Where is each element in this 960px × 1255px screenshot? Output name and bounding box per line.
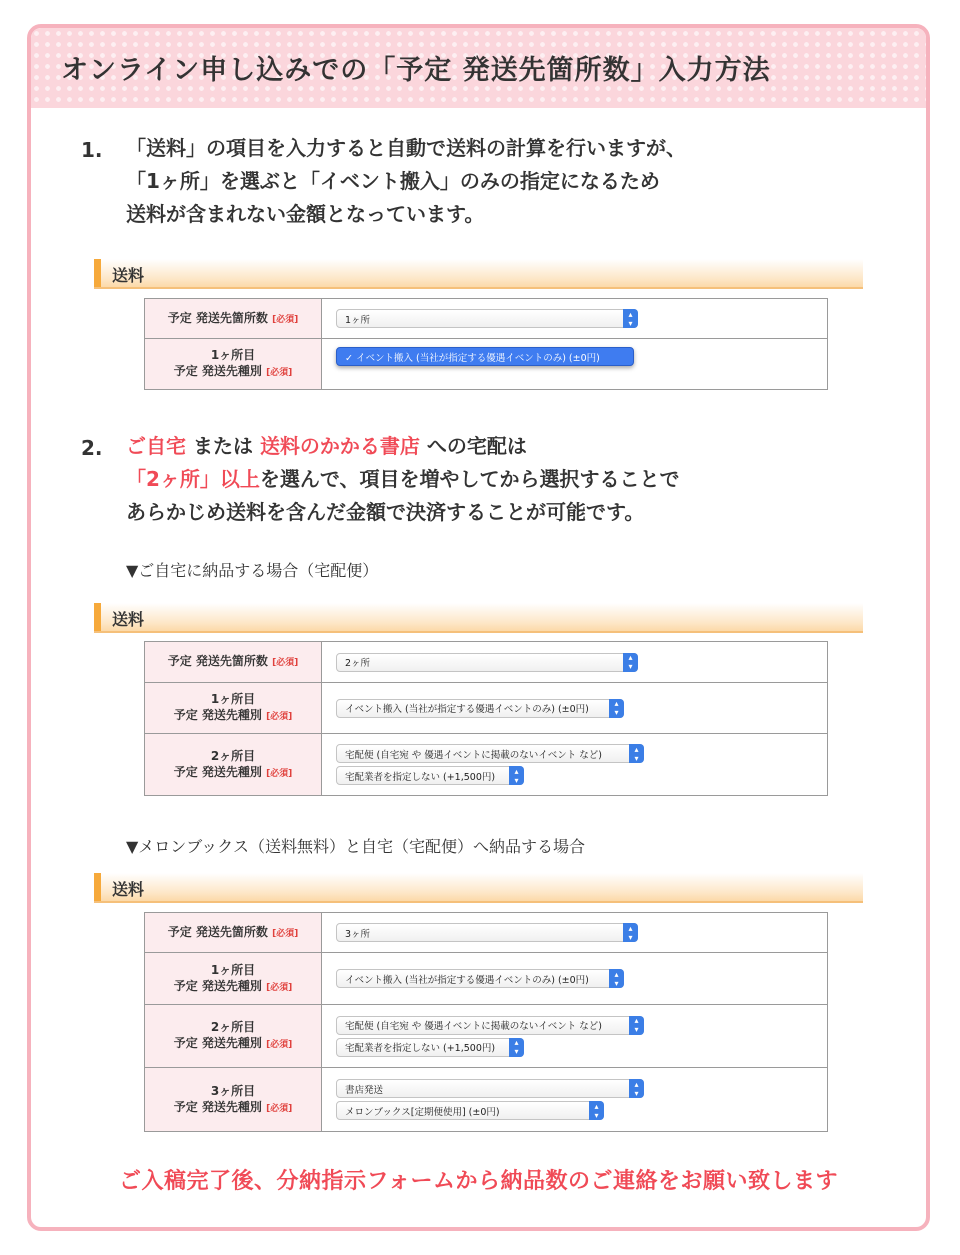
select-arrows-icon: ▴ ▾ xyxy=(629,744,644,763)
case-home-heading: ▼ご自宅に納品する場合（宅配便） xyxy=(126,561,379,580)
section-header-shipping xyxy=(94,259,863,289)
label-dest3: 3ヶ所目 予定 発送先種別 [必須] xyxy=(145,1068,322,1132)
dest1-select-open-option[interactable]: ✓ イベント搬入 (当社が指定する優遇イベントのみ) (±0円) xyxy=(336,347,634,366)
step-2-line: 「2ヶ所」以上を選んで、項目を増やしてから選択することで xyxy=(126,467,680,491)
footer-notice: ご入稿完了後、分納指示フォームから納品数のご連絡をお願い致します xyxy=(119,1169,838,1194)
dest2-type-select[interactable]: 宅配便 (自宅宛 や 優遇イベントに掲載のないイベント など) ▴ ▾ xyxy=(336,744,644,763)
step-1-line: 送料が含まれない金額となっています。 xyxy=(126,202,485,226)
label-count: 予定 発送先箇所数 [必須] xyxy=(145,913,322,953)
dest2-type-select[interactable]: 宅配便 (自宅宛 や 優遇イベントに掲載のないイベント など) ▴ ▾ xyxy=(336,1016,644,1035)
section-label: 送料 xyxy=(112,266,145,285)
select-arrows-icon: ▴ ▾ xyxy=(623,653,638,672)
label-count: 予定 発送先箇所数 [必須] xyxy=(145,642,322,683)
step-2-text xyxy=(126,430,680,529)
label-dest1: 1ヶ所目 予定 発送先種別 [必須] xyxy=(145,683,322,734)
step-1-line: 「送料」の項目を入力すると自動で送料の計算を行いますが、 xyxy=(126,136,686,160)
form-table-three-locations xyxy=(144,912,828,1132)
step-2-line: あらかじめ送料を含んだ金額で決済することが可能です。 xyxy=(126,500,645,524)
count-select[interactable]: 2ヶ所 ▴ ▾ xyxy=(336,653,638,672)
dest2-carrier-select[interactable]: 宅配業者を指定しない (+1,500円) ▴ ▾ xyxy=(336,766,524,785)
section-label: 送料 xyxy=(112,610,145,629)
dest1-select[interactable]: イベント搬入 (当社が指定する優遇イベントのみ) (±0円) ▴ ▾ xyxy=(336,699,624,718)
form-table-one-location xyxy=(144,298,828,390)
select-arrows-icon: ▴ ▾ xyxy=(509,1038,524,1057)
case-melon-heading: ▼メロンブックス（送料無料）と自宅（宅配便）へ納品する場合 xyxy=(126,837,586,856)
step-1-number: 1. xyxy=(81,138,103,162)
section-header-shipping xyxy=(94,873,863,903)
section-header-shipping xyxy=(94,603,863,633)
select-arrows-icon: ▴ ▾ xyxy=(609,699,624,718)
count-select[interactable]: 3ヶ所 ▴ ▾ xyxy=(336,923,638,942)
select-arrows-icon: ▴ ▾ xyxy=(623,923,638,942)
dest3-type-select[interactable]: 書店発送 ▴ ▾ xyxy=(336,1079,644,1098)
dest3-store-select[interactable]: メロンブックス[定期便使用] (±0円) ▴ ▾ xyxy=(336,1101,604,1120)
step-1-line: 「1ヶ所」を選ぶと「イベント搬入」のみの指定になるため xyxy=(126,169,660,193)
label-dest1: 1ヶ所目 予定 発送先種別 [必須] xyxy=(145,953,322,1005)
select-arrows-icon: ▴ ▾ xyxy=(629,1016,644,1035)
select-arrows-icon: ▴ ▾ xyxy=(589,1101,604,1120)
section-label: 送料 xyxy=(112,880,145,899)
select-arrows-icon: ▴ ▾ xyxy=(623,309,638,328)
dest2-carrier-select[interactable]: 宅配業者を指定しない (+1,500円) ▴ ▾ xyxy=(336,1038,524,1057)
select-arrows-icon: ▴ ▾ xyxy=(629,1079,644,1098)
page-title: オンライン申し込みでの「予定 発送先箇所数」入力方法 xyxy=(61,55,771,86)
step-2-number: 2. xyxy=(81,436,103,460)
label-dest2: 2ヶ所目 予定 発送先種別 [必須] xyxy=(145,734,322,796)
step-1-text xyxy=(126,132,686,231)
select-arrows-icon: ▴ ▾ xyxy=(509,766,524,785)
title-banner xyxy=(31,28,926,108)
step-2-line: ご自宅 または 送料のかかる書店 への宅配は xyxy=(126,434,527,458)
dest1-select[interactable]: イベント搬入 (当社が指定する優遇イベントのみ) (±0円) ▴ ▾ xyxy=(336,969,624,988)
form-table-two-locations xyxy=(144,641,828,796)
label-dest2: 2ヶ所目 予定 発送先種別 [必須] xyxy=(145,1005,322,1068)
label-dest1: 1ヶ所目 予定 発送先種別 [必須] xyxy=(145,339,322,390)
instruction-panel xyxy=(27,24,930,1231)
select-arrows-icon: ▴ ▾ xyxy=(609,969,624,988)
label-count: 予定 発送先箇所数 [必須] xyxy=(145,299,322,339)
count-select[interactable]: 1ヶ所 ▴ ▾ xyxy=(336,309,638,328)
